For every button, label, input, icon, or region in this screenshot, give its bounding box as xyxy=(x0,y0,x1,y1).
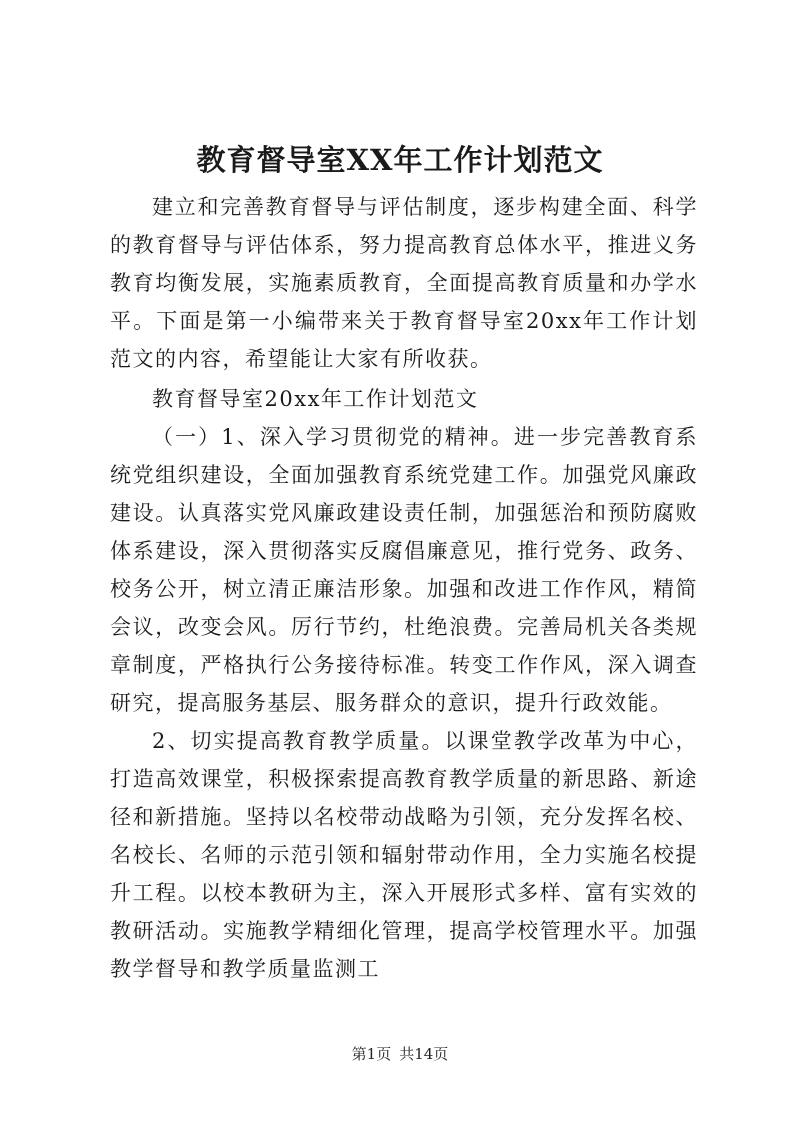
page-total: 共14页 xyxy=(399,1045,449,1063)
paragraph-section-2: 2、切实提高教育教学质量。以课堂教学改革为中心，打造高效课堂，积极探索提高教育教学质量的新思路、新途径和新措施。坚持以名校带动战略为引领，充分发挥名校、名校长、名师的示范引领和辐射带动作用，全力实施名校提升工程。以校本教研为主，深入开展形式多样、富有实效的教研活动。实施教学精细化管理，提高学校管理水平。加强教学督导和教学质量监测工 xyxy=(110,729,698,981)
document-title: 教育督导室XX年工作计划范文 xyxy=(196,143,604,177)
page-footer xyxy=(0,1044,800,1064)
paragraph-section-1: （一）1、深入学习贯彻党的精神。进一步完善教育系统党组织建设，全面加强教育系统党建工作。加强党风廉政建设。认真落实党风廉政建设责任制，加强惩治和预防腐败体系建设，深入贯彻落实反腐倡廉意见，推行党务、政务、校务公开，树立清正廉洁形象。加强和改进工作作风，精简会议，改变会风。厉行节约，杜绝浪费。完善局机关各类规章制度，严格执行公务接待标准。转变工作作风，深入调查研究，提高服务基层、服务群众的意识，提升行政效能。 xyxy=(110,425,698,715)
paragraph-subheading: 教育督导室20xx年工作计划范文 xyxy=(152,387,479,411)
page-number: 第1页 xyxy=(351,1045,392,1063)
paragraph-intro: 建立和完善教育督导与评估制度，逐步构建全面、科学的教育督导与评估体系，努力提高教育总体水平，推进义务教育均衡发展，实施素质教育，全面提高教育质量和办学水平。下面是第一小编带来关于教育督导室20xx年工作计划范文的内容，希望能让大家有所收获。 xyxy=(110,195,698,371)
document-body xyxy=(110,188,698,988)
